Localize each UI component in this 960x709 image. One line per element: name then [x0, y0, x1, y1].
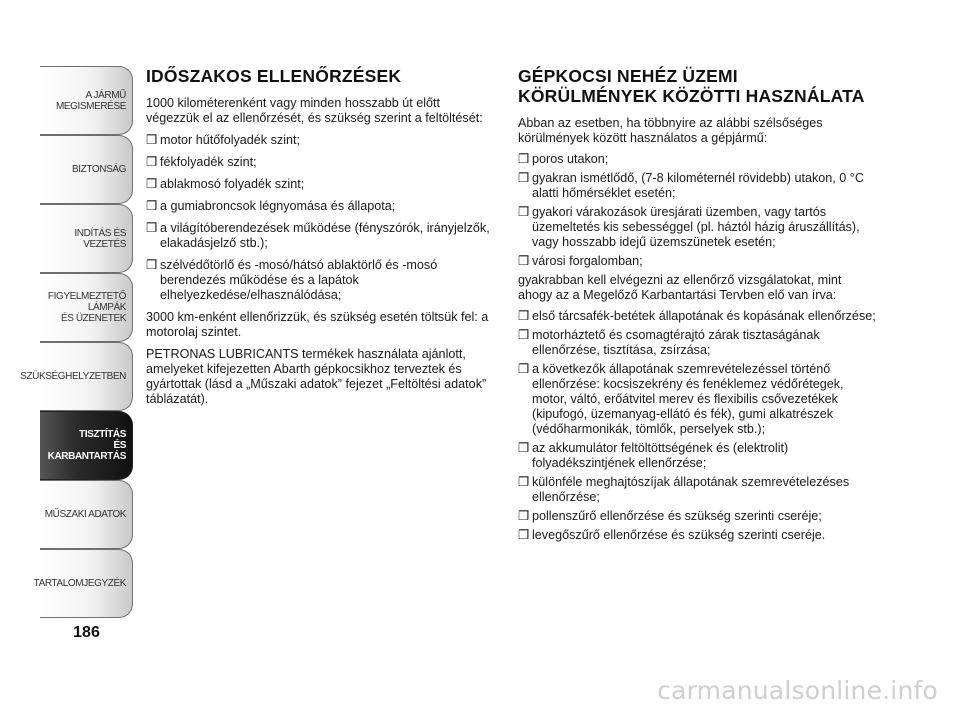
page-number: 186 [73, 624, 100, 641]
list-item: ❒ a világítóberendezések működése (fényszórók, irányjelzők, elakadásjelző stb.); [146, 221, 490, 250]
checkbox-bullet-icon: ❒ [518, 509, 530, 523]
periodic-checks-heading: IDŐSZAKOS ELLENŐRZÉSEK [146, 66, 402, 86]
left-column [146, 66, 496, 414]
list-item: ❒ ablakmosó folyadék szint; [146, 177, 305, 191]
severe-conditions-intro: Abban az esetben, ha többnyire az alábbi szélsőséges körülmények között használatos a gépjármű: [518, 116, 823, 145]
checkbox-bullet-icon: ❒ [146, 133, 158, 147]
checkbox-bullet-icon: ❒ [518, 475, 530, 489]
list-item: ❒ szélvédőtörlő és -mosó/hátsó ablaktörlő és -mosó berendezés működése és a lapátok elhelyezkedése/elhasználódása; [146, 258, 438, 302]
chapter-tabs [20, 66, 133, 618]
checkbox-bullet-icon: ❒ [518, 152, 530, 166]
list-item: ❒ különféle meghajtószíjak állapotának szemrevételezéses ellenőrzése; [518, 475, 850, 504]
tab-warning-lights[interactable]: FIGYELMEZTETŐ LÁMPÁK ÉS ÜZENETEK [40, 273, 133, 342]
list-item: ❒ levegőszűrő ellenőrzése és szükség szerinti cseréje. [518, 528, 826, 542]
list-item: ❒ motor hűtőfolyadék szint; [146, 133, 301, 147]
checkbox-bullet-icon: ❒ [146, 221, 158, 235]
lubricants-paragraph: PETRONAS LUBRICANTS termékek használata ajánlott, amelyeket kifejezetten Abarth gépkocsikhoz terveztek és gyártottak (lásd a „Műszaki adatok” fejezet „Feltöltési adatok” táblázatát). [146, 347, 487, 406]
tab-technical-data[interactable]: MŰSZAKI ADATOK [40, 480, 133, 549]
checkbox-bullet-icon: ❒ [518, 309, 530, 323]
list-item: ❒ gyakran ismétlődő, (7-8 kilométernél rövidebb) utakon, 0 °C alatti hőmérséklet esetén; [518, 171, 864, 200]
checkbox-bullet-icon: ❒ [518, 205, 530, 219]
watermark: carmanualsonline.info [657, 676, 938, 705]
list-item: ❒ városi forgalomban; [518, 254, 643, 268]
list-item: ❒ fékfolyadék szint; [146, 155, 257, 169]
checkbox-bullet-icon: ❒ [146, 155, 158, 169]
checkbox-bullet-icon: ❒ [518, 328, 530, 342]
tab-starting-driving[interactable]: INDÍTÁS ÉS VEZETÉS [40, 204, 133, 273]
checkbox-bullet-icon: ❒ [518, 528, 530, 542]
checkbox-bullet-icon: ❒ [146, 199, 158, 213]
list-item: ❒ motorháztető és csomagtérajtó zárak tisztaságának ellenőrzése, tisztítása, zsírzása; [518, 328, 820, 357]
checkbox-bullet-icon: ❒ [518, 171, 530, 185]
tab-emergency[interactable]: SZÜKSÉGHELYZETBEN [40, 342, 133, 411]
list-item: ❒ pollenszűrő ellenőrzése és szükség szerinti cseréje; [518, 509, 822, 523]
list-item: ❒ gyakori várakozások üresjárati üzemben, vagy tartós üzemeltetés kis sebességgel (pl. háztól házig áruszállítás), vagy hosszabb idejű üzemszünetek esetén; [518, 205, 860, 249]
tab-vehicle-overview[interactable]: A JÁRMŰ MEGISMERÉSE [40, 66, 133, 135]
maintenance-more-often-paragraph: gyakrabban kell elvégezni az ellenőrző vizsgálatokat, mint ahogy az a Megelőző Karbantartási Tervben elő van írva: [518, 273, 842, 302]
checkbox-bullet-icon: ❒ [518, 441, 530, 455]
oil-level-paragraph: 3000 km-enként ellenőrizzük, és szükség esetén töltsük fel: a motorolaj szintet. [146, 310, 489, 339]
tab-safety[interactable]: BIZTONSÁG [40, 135, 133, 204]
list-item: ❒ a következők állapotának szemrevételezéssel történő ellenőrzése: kocsiszekrény és fenéklemez védőrétegek, motor, váltó, erőátvitel merev és flexibilis csővezetékek (kipufogó, üzemanyag-ellátó és fék), gumi alkatrészek (védőharmonikák, tömlők, perselyek stb.); [518, 362, 844, 436]
right-column [518, 66, 878, 547]
tab-maintenance[interactable]: TISZTÍTÁS ÉS KARBANTARTÁS [40, 411, 133, 480]
severe-conditions-heading: GÉPKOCSI NEHÉZ ÜZEMI KÖRÜLMÉNYEK KÖZÖTTI HASZNÁLATA [518, 66, 865, 106]
list-item: ❒ poros utakon; [518, 152, 609, 166]
list-item: ❒ első tárcsafék-betétek állapotának és kopásának ellenőrzése; [518, 309, 876, 323]
checkbox-bullet-icon: ❒ [518, 254, 530, 268]
checkbox-bullet-icon: ❒ [146, 177, 158, 191]
checkbox-bullet-icon: ❒ [518, 362, 530, 376]
checkbox-bullet-icon: ❒ [146, 258, 158, 272]
periodic-checks-intro: 1000 kilométerenként vagy minden hosszabb út előtt végezzük el az ellenőrzését, és szükség szerint a feltöltését: [146, 96, 483, 125]
list-item: ❒ a gumiabroncsok légnyomása és állapota; [146, 199, 396, 213]
tab-index[interactable]: TARTALOMJEGYZÉK [40, 549, 133, 618]
list-item: ❒ az akkumulátor feltöltöttségének és (elektrolit) folyadékszintjének ellenőrzése; [518, 441, 789, 470]
